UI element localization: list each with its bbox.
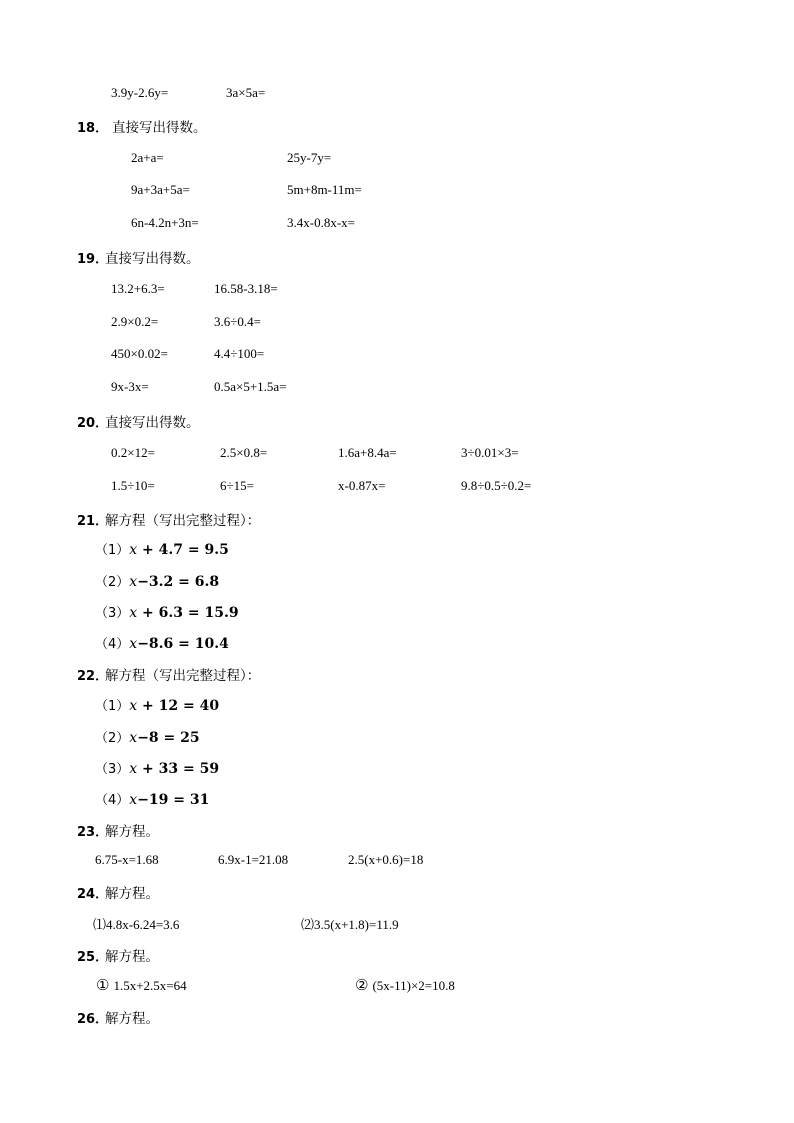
item-label: ① [96,976,110,994]
question-number: 20． [77,416,109,431]
expression: 450×0.02= [111,346,168,361]
expression: 0.2×12= [111,445,155,460]
expression: x-0.87x= [338,478,386,493]
question-prompt: 直接写出得数。 [105,415,200,431]
question-prompt: 直接写出得数。 [105,251,200,267]
equation-rest: −8 = 25 [137,730,200,746]
expression: 2a+a= [131,150,164,165]
expression: 13.2+6.3= [111,281,165,296]
expression: 3.4x-0.8x-x= [287,215,355,230]
expression: 3÷0.01×3= [461,445,519,460]
expression: 9x-3x= [111,379,149,394]
expression: 1.5÷10= [111,478,155,493]
expression: 3.9y-2.6y= [111,85,169,100]
expression: 9.8÷0.5÷0.2= [461,478,532,493]
item-label: （1） [95,699,130,714]
equation-item [95,727,200,747]
equation [129,730,199,746]
equation-item [93,914,179,934]
expression: 6.75-x=1.68 [95,852,159,867]
question-number: 26． [77,1012,109,1027]
equation: 4.8x-6.24=3.6 [106,917,180,932]
question-prompt: 解方程（写出完整过程）： [105,668,261,684]
expression: 6n-4.2n+3n= [131,215,199,230]
expression: 2.5(x+0.6)=18 [348,852,424,867]
equation-item [95,571,219,591]
equation-item [95,602,239,622]
expression: 3a×5a= [226,85,266,100]
expression: 9a+3a+5a= [131,182,190,197]
item-label: ⑵ [301,918,315,933]
expression: 5m+8m-11m= [287,182,362,197]
equation-rest: −8.6 = 10.4 [137,636,229,652]
equation: 3.5(x+1.8)=11.9 [314,917,399,932]
equation-item [95,789,209,809]
equation-item [95,695,219,715]
equation-item [301,914,399,934]
variable: x [129,792,138,808]
question-number: 21． [77,514,109,529]
item-label: （4） [95,793,130,808]
expression: 2.5×0.8= [220,445,268,460]
item-label: ② [355,976,369,994]
item-label: （2） [95,575,130,590]
question-prompt: 解方程。 [105,1011,159,1027]
equation-rest: + 6.3 = 15.9 [137,605,239,621]
question-prompt: 直接写出得数。 [112,120,207,136]
equation [129,792,209,808]
item-label: ⑴ [93,918,107,933]
equation [129,761,219,777]
equation [129,636,229,652]
expression: 16.58-3.18= [214,281,278,296]
question-number: 19． [77,252,109,267]
expression: 4.4÷100= [214,346,265,361]
question-number: 18． [77,121,109,136]
variable: x [129,761,138,777]
expression: 2.9×0.2= [111,314,159,329]
expression: 25y-7y= [287,150,332,165]
equation-rest: −19 = 31 [137,792,210,808]
expression: 3.6÷0.4= [214,314,261,329]
variable: x [129,605,138,621]
equation: 1.5x+2.5x=64 [113,978,187,993]
question-prompt: 解方程。 [105,949,159,965]
equation-rest: + 12 = 40 [137,698,220,714]
equation [129,698,219,714]
question-number: 25． [77,950,109,965]
equation [129,605,238,621]
equation-item [95,539,229,559]
item-label: （3） [95,762,130,777]
item-label: （2） [95,731,130,746]
expression: 6.9x-1=21.08 [218,852,289,867]
question-prompt: 解方程。 [105,886,159,902]
variable: x [129,636,138,652]
variable: x [129,542,138,558]
expression: 6÷15= [220,478,254,493]
question-prompt: 解方程。 [105,824,159,840]
item-label: （3） [95,606,130,621]
variable: x [129,574,138,590]
item-label: （4） [95,637,130,652]
equation [129,574,219,590]
question-prompt: 解方程（写出完整过程）： [105,513,261,529]
variable: x [129,730,138,746]
equation-item [95,633,229,653]
expression: 1.6a+8.4a= [338,445,397,460]
equation-item [355,976,455,995]
question-number: 22． [77,669,109,684]
equation-rest: −3.2 = 6.8 [137,574,220,590]
equation [129,542,229,558]
equation-rest: + 33 = 59 [137,761,220,777]
equation-rest: + 4.7 = 9.5 [137,542,229,558]
equation-item [96,976,187,995]
equation: (5x-11)×2=10.8 [372,978,455,993]
expression: 0.5a×5+1.5a= [214,379,287,394]
item-label: （1） [95,543,130,558]
equation-item [95,758,219,778]
question-number: 24． [77,887,109,902]
variable: x [129,698,138,714]
question-number: 23． [77,825,109,840]
